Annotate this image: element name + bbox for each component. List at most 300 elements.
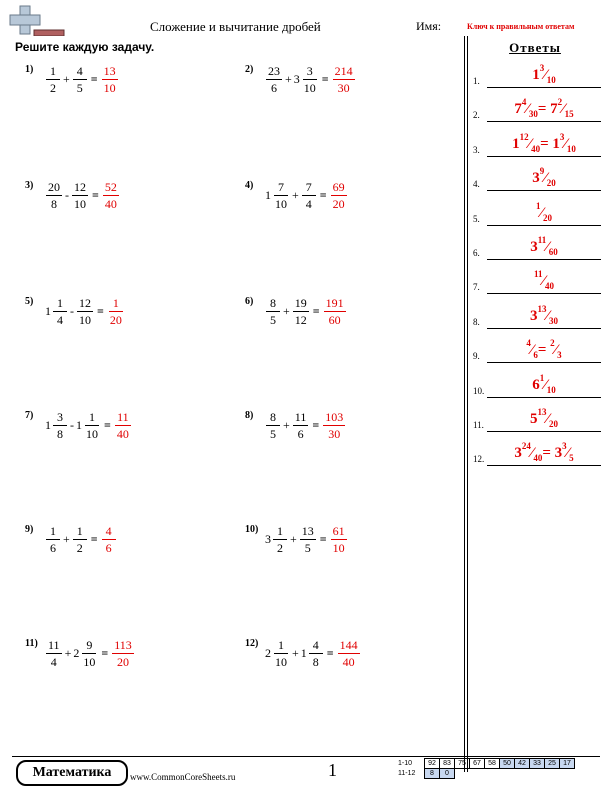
operator: + [292, 188, 299, 202]
answer-line [487, 397, 601, 398]
answer-value [487, 235, 601, 257]
numerator: 12 [519, 131, 529, 142]
answer-line [487, 156, 601, 157]
numerator: 103 [325, 410, 344, 424]
numerator: 61 [332, 524, 345, 538]
denominator: 20 [546, 178, 556, 189]
answer-line [487, 362, 601, 363]
numerator: 4 [102, 524, 116, 540]
denominator: 10 [546, 384, 556, 395]
denominator: 2 [76, 541, 83, 555]
score-cell: 25 [545, 759, 560, 769]
problem-number: 4) [245, 180, 254, 191]
answer-value [487, 63, 601, 85]
whole-number: 1 [265, 188, 271, 202]
answer-number: 1. [473, 76, 480, 86]
equals-sign: = [537, 342, 551, 359]
fraction-slash: ⁄ [540, 204, 543, 221]
instructions: Решите каждую задачу. [15, 40, 155, 54]
answer-number: 8. [473, 316, 480, 327]
numerator: 214 [334, 64, 353, 78]
operator: + [63, 532, 70, 546]
answer-value [487, 269, 601, 291]
denominator: 6 [271, 81, 277, 95]
fraction-slash: ⁄ [566, 445, 570, 462]
answer-row-4 [473, 165, 601, 191]
numerator: 9 [539, 166, 545, 177]
answer-number: 4. [473, 179, 480, 190]
answer-row-2 [473, 96, 601, 122]
score-row-label: 1-10 [398, 760, 413, 767]
problem-2 [245, 64, 465, 114]
answer-row-9 [473, 337, 601, 363]
fraction [272, 524, 288, 555]
numerator: 11 [48, 638, 60, 652]
denominator: 10 [546, 75, 556, 85]
numerator: 3 [303, 64, 317, 80]
fraction [272, 638, 290, 669]
denominator: 10 [303, 81, 316, 95]
numerator: 1 [53, 296, 67, 312]
denominator: 5 [270, 313, 276, 327]
problem-expression [265, 638, 361, 669]
equals-sign: = [326, 646, 334, 660]
plus-logo-icon [4, 4, 68, 36]
answer-row-1 [473, 62, 601, 88]
denominator: 3 [557, 350, 562, 361]
fraction-slash: ⁄ [546, 411, 549, 427]
numerator: 4 [521, 97, 527, 108]
answer-fraction [337, 638, 361, 669]
numerator: 4 [526, 338, 531, 349]
answer-column-divider-inner [467, 36, 468, 772]
fraction-slash: ⁄ [546, 307, 549, 324]
answer-fraction [332, 64, 356, 95]
problem-3 [25, 180, 245, 230]
score-cell: 33 [530, 759, 545, 769]
answer-row-3 [473, 131, 601, 157]
answer-fraction [322, 410, 346, 441]
answer-value [487, 201, 601, 223]
numerator: 19 [294, 296, 307, 310]
answers-title: Ответы [509, 40, 561, 55]
numerator: 11 [537, 235, 547, 245]
answer-line [487, 328, 601, 329]
fraction [52, 410, 68, 441]
equals-sign: = [319, 188, 327, 202]
numerator: 12 [79, 296, 91, 310]
answer-fraction [330, 524, 348, 555]
answer-line [487, 259, 601, 260]
denominator: 6 [50, 541, 56, 555]
answer-number: 12. [473, 454, 485, 465]
answer-row-7 [473, 268, 601, 294]
fraction [265, 410, 281, 441]
answer-row-12 [473, 440, 601, 466]
operator: + [283, 418, 290, 432]
denominator: 5 [270, 427, 276, 441]
fraction [265, 296, 281, 327]
score-cell: 83 [440, 759, 455, 769]
whole-number: 3 [265, 532, 271, 546]
problem-number: 8) [245, 410, 254, 421]
answer-value [487, 373, 601, 395]
denominator: 40 [533, 453, 543, 464]
operator: + [63, 72, 70, 86]
numerator: 3 [539, 63, 545, 73]
numerator: 144 [339, 638, 358, 652]
denominator: 30 [337, 81, 350, 95]
score-cell: 75 [455, 759, 470, 769]
denominator: 60 [328, 313, 341, 327]
fraction [272, 180, 290, 211]
answer-line [487, 121, 601, 122]
denominator: 5 [76, 81, 83, 95]
operator: + [64, 646, 72, 660]
fraction [76, 296, 94, 327]
numerator: 191 [325, 296, 344, 310]
whole-number: 1 [532, 67, 540, 83]
fraction-slash: ⁄ [564, 135, 567, 152]
whole-number: 2 [265, 646, 271, 660]
denominator: 10 [86, 427, 98, 441]
answer-number: 10. [473, 385, 485, 396]
answer-number: 11. [473, 420, 484, 430]
equals-sign: = [540, 135, 553, 152]
denominator: 4 [57, 313, 63, 327]
denominator: 5 [304, 541, 311, 555]
problem-expression [265, 180, 348, 211]
answer-row-8 [473, 303, 601, 329]
numerator: 69 [332, 180, 345, 194]
problem-9 [25, 524, 245, 574]
whole-number: 7 [514, 101, 522, 118]
numerator: 13 [537, 407, 547, 417]
answer-row-5 [473, 200, 601, 226]
answer-fraction [323, 296, 347, 327]
fraction-slash: ⁄ [528, 135, 532, 152]
numerator: 1 [274, 638, 288, 654]
whole-number: 1 [300, 646, 307, 660]
score-row-label: 11-12 [398, 770, 416, 777]
problem-expression [265, 64, 356, 95]
score-cell: 58 [485, 759, 500, 769]
numerator: 2 [550, 338, 555, 349]
denominator: 20 [109, 313, 122, 327]
answer-number: 6. [473, 248, 480, 258]
fraction [45, 638, 63, 669]
numerator: 11 [533, 269, 543, 280]
numerator: 12 [74, 180, 86, 194]
operator: + [292, 646, 299, 660]
numerator: 52 [104, 180, 117, 194]
numerator: 4 [73, 64, 87, 80]
numerator: 1 [535, 200, 541, 211]
problem-expression [45, 180, 120, 211]
numerator: 113 [114, 638, 132, 652]
fraction [308, 638, 324, 669]
whole-number: 3 [514, 445, 522, 462]
footer-divider [12, 756, 600, 757]
worksheet-title: Сложение и вычитание дробей [150, 19, 321, 34]
score-cell: 0 [440, 769, 455, 779]
whole-number: 3 [532, 170, 540, 187]
fraction [45, 180, 63, 211]
answer-value [487, 407, 601, 429]
numerator: 24 [521, 441, 531, 452]
numerator: 2 [557, 97, 563, 108]
problem-5 [25, 296, 245, 346]
answer-fraction [330, 180, 348, 211]
problem-10 [245, 524, 465, 574]
denominator: 40 [104, 197, 117, 211]
answer-key-label: Ключ к правильным ответам [467, 22, 575, 31]
denominator: 10 [275, 655, 287, 669]
numerator: 11 [294, 410, 307, 424]
equals-sign: = [312, 304, 320, 318]
fraction [45, 64, 61, 95]
answer-line [487, 190, 601, 191]
answer-row-10 [473, 372, 601, 398]
problem-12 [245, 638, 465, 688]
denominator: 10 [74, 197, 86, 211]
score-cell: 42 [515, 759, 530, 769]
score-cell: 17 [560, 759, 575, 769]
fraction [71, 180, 89, 211]
problem-7 [25, 410, 245, 460]
denominator: 6 [297, 427, 304, 441]
fraction [45, 524, 61, 555]
whole-number: 1 [552, 135, 560, 152]
fraction-slash: ⁄ [542, 273, 546, 290]
equals-sign: = [90, 72, 98, 86]
answer-number: 7. [473, 282, 480, 293]
equals-sign: = [101, 646, 109, 660]
numerator: 3 [559, 131, 565, 142]
answer-value [487, 338, 601, 360]
answer-fraction [101, 524, 117, 555]
answer-fraction [111, 638, 135, 669]
operator: - [70, 304, 74, 318]
numerator: 1 [85, 410, 99, 426]
problem-number: 6) [245, 296, 254, 307]
fraction [72, 64, 88, 95]
answer-line [487, 225, 601, 226]
fraction [301, 180, 317, 211]
answer-fraction [102, 180, 120, 211]
answer-number: 5. [473, 213, 480, 224]
fraction [292, 296, 310, 327]
score-cell: 67 [470, 759, 485, 769]
problem-number: 10) [245, 524, 259, 535]
equals-sign: = [537, 101, 551, 118]
numerator: 1 [46, 64, 60, 80]
denominator: 8 [57, 427, 63, 441]
operator: + [285, 72, 292, 86]
numerator: 20 [48, 180, 60, 194]
equals-sign: = [104, 418, 111, 432]
numerator: 3 [562, 441, 567, 452]
denominator: 2 [50, 81, 56, 95]
problem-number: 1) [25, 64, 34, 75]
denominator: 8 [312, 655, 319, 669]
fraction [72, 524, 88, 555]
numerator: 4 [309, 638, 323, 654]
problem-number: 7) [25, 410, 34, 421]
denominator: 10 [332, 541, 345, 555]
problem-expression [45, 410, 132, 441]
whole-number: 2 [73, 646, 80, 660]
answer-line [487, 431, 601, 432]
answer-row-6 [473, 234, 601, 260]
answer-fraction [101, 64, 119, 95]
numerator: 1 [273, 524, 287, 540]
score-cell: 92 [425, 759, 440, 769]
denominator: 30 [328, 427, 341, 441]
denominator: 10 [103, 81, 116, 95]
numerator: 9 [82, 638, 96, 654]
denominator: 5 [569, 453, 574, 464]
answer-value [487, 132, 601, 154]
fraction [83, 410, 101, 441]
page-number: 1 [328, 760, 337, 780]
numerator: 7 [274, 180, 288, 196]
fraction [52, 296, 68, 327]
problem-11 [25, 638, 245, 688]
answer-number: 3. [473, 144, 480, 155]
equals-sign: = [319, 532, 327, 546]
fraction-slash: ⁄ [530, 445, 534, 462]
score-cell: 8 [425, 769, 440, 779]
whole-number: 7 [550, 101, 558, 118]
fraction [299, 524, 317, 555]
denominator: 10 [79, 313, 91, 327]
name-label: Имя: [416, 19, 442, 33]
score-cell: 50 [500, 759, 515, 769]
denominator: 20 [543, 212, 552, 223]
fraction-slash: ⁄ [546, 239, 549, 255]
whole-number: 6 [532, 376, 540, 393]
answer-line [487, 87, 601, 88]
denominator: 4 [50, 655, 57, 669]
answer-fraction [107, 296, 125, 327]
denominator: 40 [531, 143, 541, 154]
problem-number: 9) [25, 524, 34, 535]
numerator: 11 [117, 410, 129, 424]
numerator: 1 [109, 296, 123, 312]
denominator: 40 [342, 655, 355, 669]
problem-expression [45, 524, 117, 555]
problem-number: 12) [245, 638, 259, 649]
denominator: 20 [332, 197, 345, 211]
operator: - [65, 188, 69, 202]
fraction [80, 638, 98, 669]
whole-number: 1 [512, 135, 520, 152]
operator: + [290, 532, 297, 546]
answer-number: 9. [473, 351, 480, 362]
numerator: 1 [46, 524, 60, 540]
fraction-slash: ⁄ [526, 101, 529, 118]
denominator: 40 [116, 427, 129, 441]
numerator: 1 [539, 372, 545, 383]
numerator: 13 [537, 303, 547, 314]
answer-number: 2. [473, 110, 480, 121]
answer-value [487, 304, 601, 326]
whole-number: 3 [293, 72, 300, 86]
denominator: 60 [548, 247, 558, 257]
equals-sign: = [321, 72, 329, 86]
problem-number: 11) [25, 638, 38, 649]
denominator: 15 [564, 109, 574, 120]
fraction-slash: ⁄ [554, 342, 558, 359]
answer-value [487, 441, 601, 463]
problem-expression [45, 64, 119, 95]
problem-expression [265, 410, 346, 441]
denominator: 6 [533, 350, 538, 361]
numerator: 3 [53, 410, 67, 426]
problem-number: 3) [25, 180, 34, 191]
operator: - [70, 418, 74, 432]
fraction [301, 64, 319, 95]
fraction-slash: ⁄ [544, 376, 547, 393]
whole-number: 3 [529, 307, 538, 324]
numerator: 8 [266, 410, 280, 426]
numerator: 7 [302, 180, 316, 196]
denominator: 8 [51, 197, 57, 211]
denominator: 30 [549, 315, 558, 326]
equals-sign: = [97, 304, 104, 318]
problem-number: 5) [25, 296, 34, 307]
answer-fraction [114, 410, 132, 441]
numerator: 13 [103, 64, 116, 78]
problem-expression [45, 296, 125, 327]
denominator: 20 [116, 655, 129, 669]
equals-sign: = [542, 445, 555, 462]
fraction-slash: ⁄ [544, 170, 547, 187]
whole-number: 1 [45, 418, 51, 432]
problem-expression [265, 524, 348, 555]
answer-line [487, 293, 601, 294]
problem-4 [245, 180, 465, 230]
brand-badge: Математика [16, 760, 128, 786]
problem-expression [265, 296, 347, 327]
problem-number: 2) [245, 64, 254, 75]
problem-expression [45, 638, 135, 669]
whole-number: 5 [529, 411, 538, 427]
equals-sign: = [92, 188, 99, 202]
denominator: 6 [105, 541, 112, 555]
whole-number: 3 [554, 445, 563, 462]
whole-number: 3 [530, 239, 538, 255]
fraction [265, 64, 283, 95]
numerator: 23 [268, 64, 280, 78]
equals-sign: = [312, 418, 320, 432]
answer-column-divider [464, 36, 465, 772]
answer-value [487, 97, 601, 119]
fraction-slash: ⁄ [562, 101, 565, 118]
whole-number: 1 [76, 418, 82, 432]
operator: + [283, 304, 290, 318]
fraction-slash: ⁄ [544, 67, 547, 83]
problem-1 [25, 64, 245, 114]
fraction-slash: ⁄ [530, 342, 534, 359]
denominator: 40 [545, 281, 555, 292]
denominator: 10 [566, 143, 576, 154]
equals-sign: = [90, 532, 98, 546]
answer-row-11 [473, 406, 601, 432]
denominator: 20 [549, 419, 558, 429]
answer-value [487, 166, 601, 188]
